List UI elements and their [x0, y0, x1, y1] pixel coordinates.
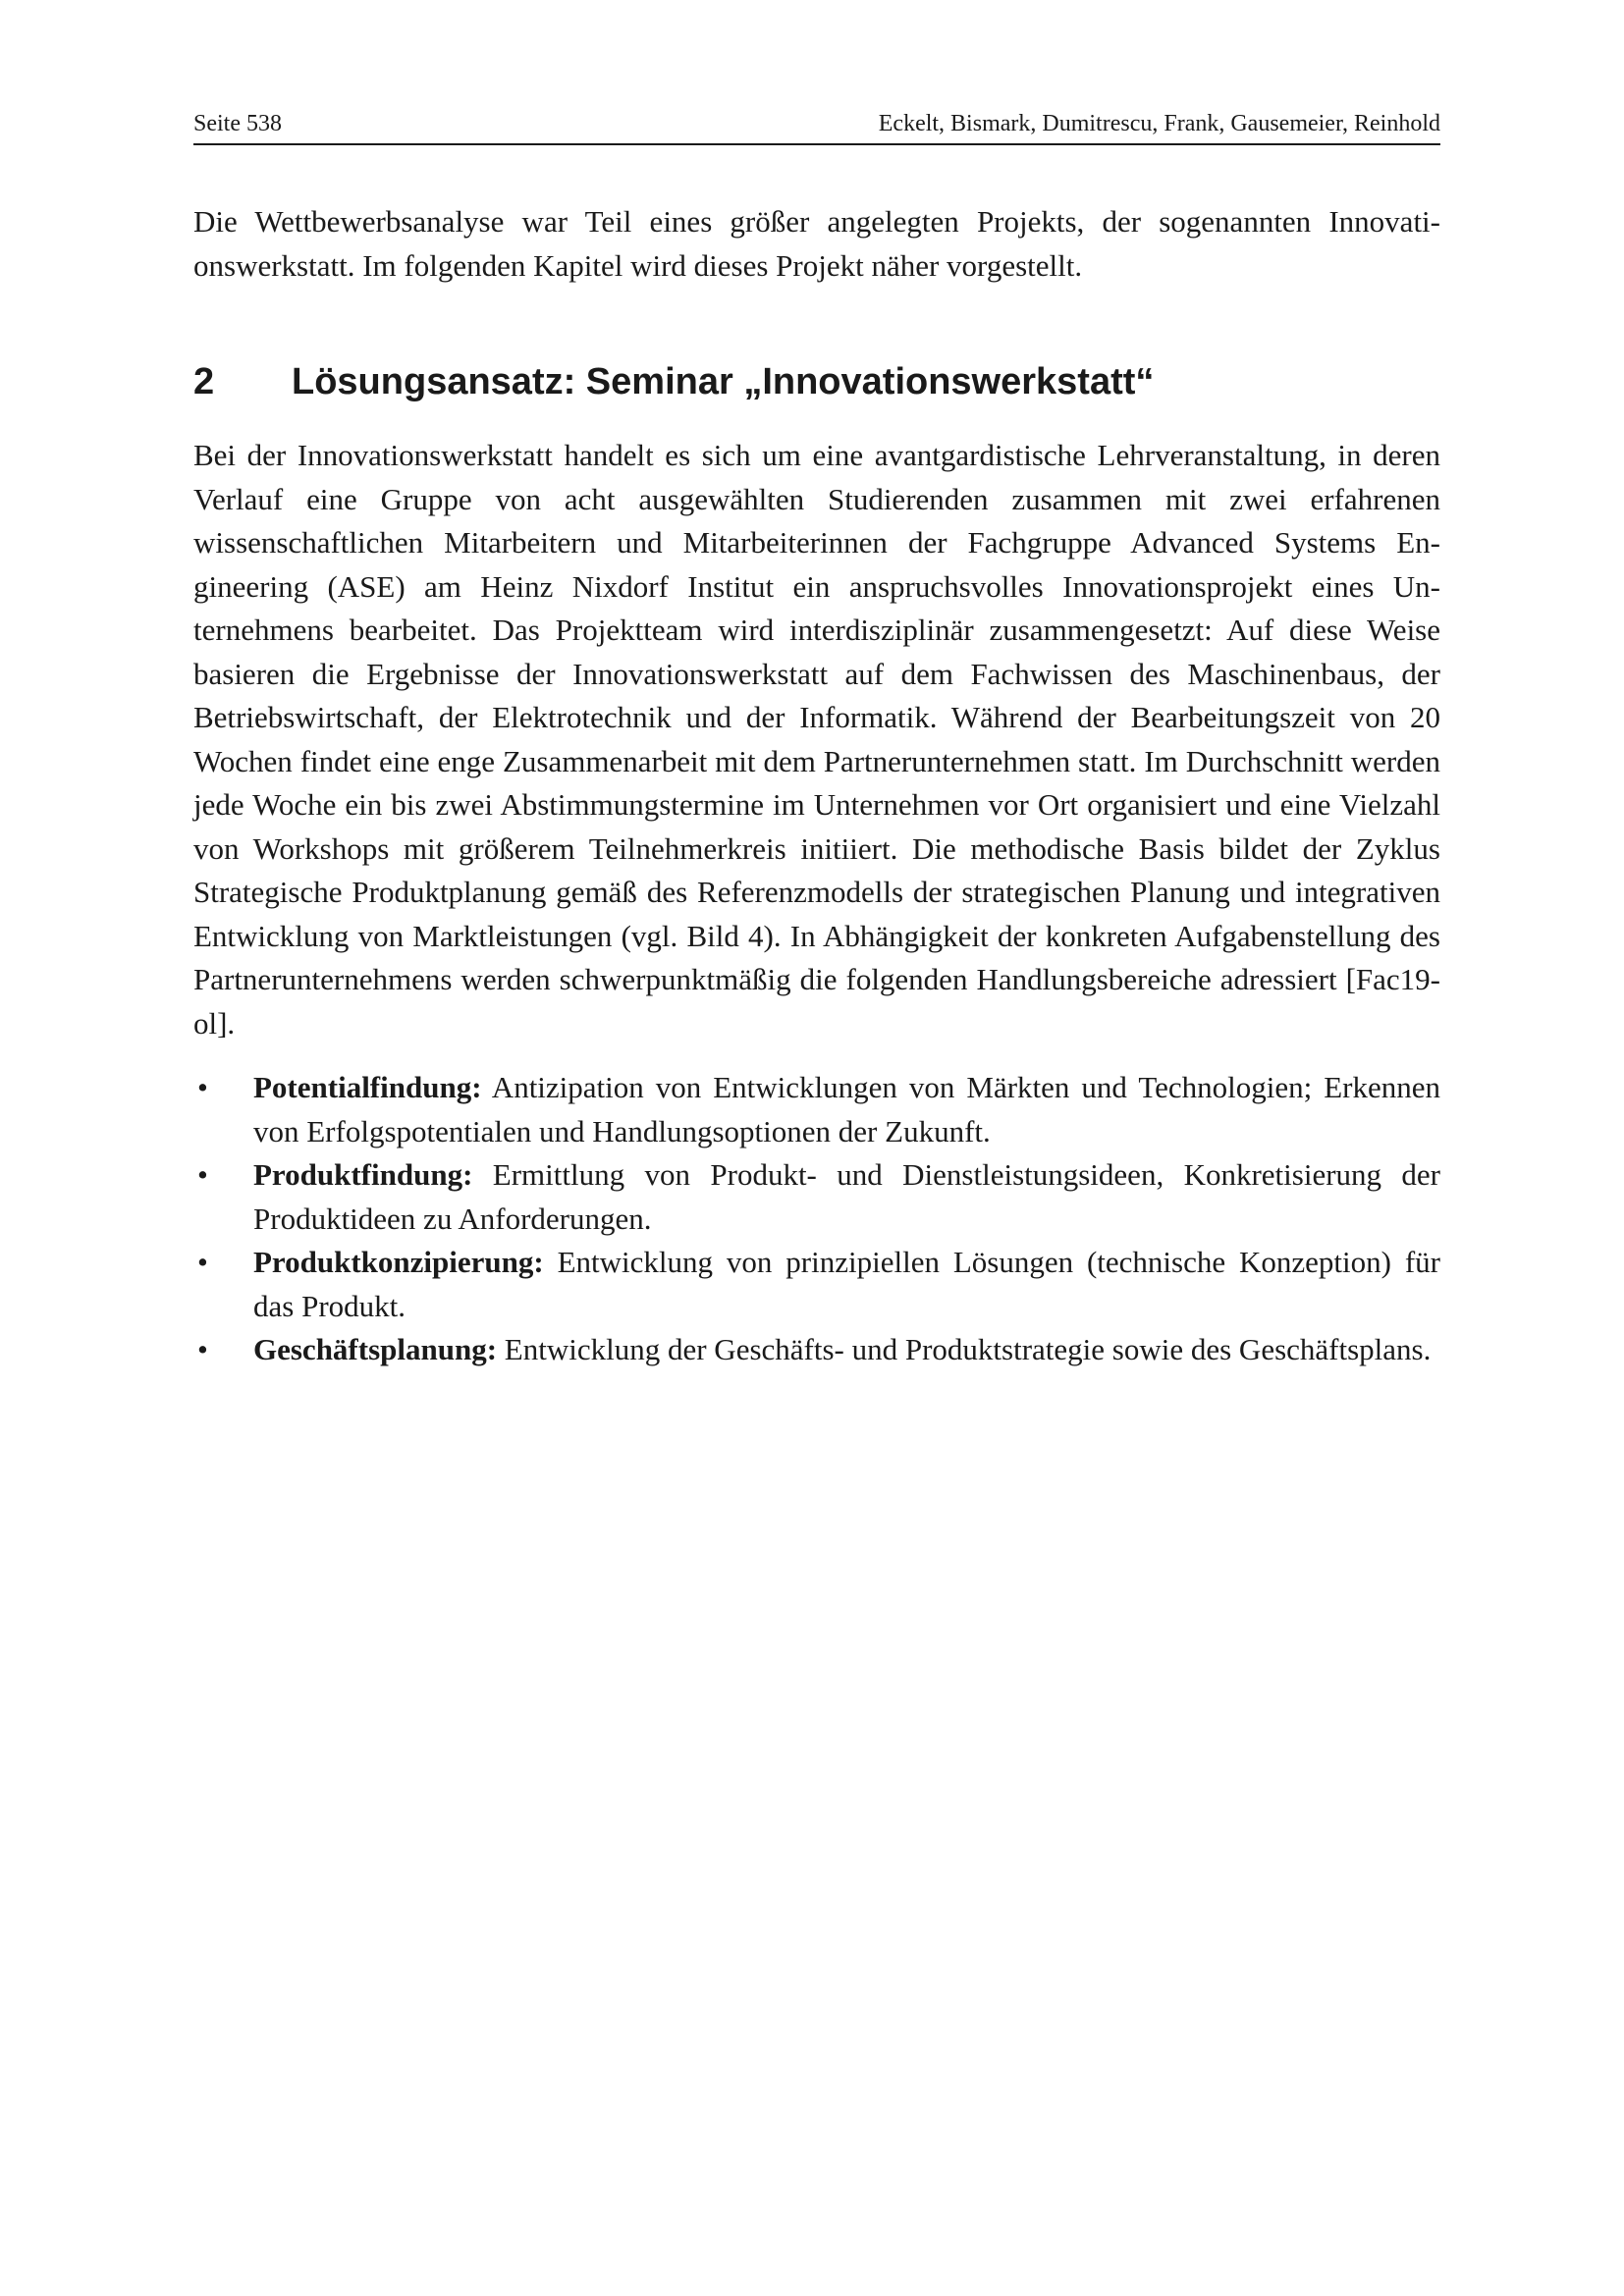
- bullet-text: Entwicklung von prinzipiellen Lösungen (technische Konzeption) für das Produkt.: [253, 1245, 1440, 1323]
- running-header: [193, 110, 1440, 145]
- bullet-marker: •: [197, 1332, 208, 1366]
- bullet-marker: •: [197, 1157, 208, 1192]
- list-item: [193, 1328, 1440, 1372]
- bullet-marker: •: [197, 1245, 208, 1279]
- bullet-term: Produktfindung:: [253, 1157, 473, 1192]
- bullet-list: [193, 1066, 1440, 1372]
- list-item: [193, 1241, 1440, 1328]
- list-item: [193, 1066, 1440, 1153]
- section-number: 2: [193, 361, 215, 402]
- bullet-marker: •: [197, 1070, 208, 1104]
- page-number: Seite 538: [193, 111, 282, 136]
- bullet-text: Antizipation von Entwicklungen von Märkten und Technologien; Erkennen von Erfolgspotentialen und Handlungsoptionen der Zukunft.: [253, 1070, 1440, 1148]
- author-list: Eckelt, Bismark, Dumitrescu, Frank, Gausemeier, Reinhold: [878, 111, 1440, 136]
- section-title: Lösungsansatz: Seminar „Innovationswerkstatt“: [292, 361, 1155, 402]
- bullet-term: Produktkonzipierung:: [253, 1245, 544, 1279]
- bullet-text: Ermittlung von Produkt- und Dienstleistungsideen, Konkretisierung der Produktideen zu Anforderungen.: [253, 1157, 1440, 1236]
- intro-paragraph: Die Wettbewerbsanalyse war Teil eines größer angelegten Projekts, der sogenannten Innovationswerkstatt. Im folgenden Kapitel wird dieses Projekt näher vorgestellt.: [193, 204, 1440, 283]
- bullet-text: Entwicklung der Geschäfts- und Produktstrategie sowie des Geschäftsplans.: [497, 1332, 1432, 1366]
- section-paragraph: Bei der Innovationswerkstatt handelt es sich um eine avantgardistische Lehrveranstaltung, in deren Verlauf eine Gruppe von acht ausgewählten Studierenden zusammen mit zwei erfahrenen wissenschaftlichen Mitarbeitern und Mitarbeiterinnen der Fachgruppe Advanced Systems Engineering (ASE) am Heinz Nixdorf Institut ein anspruchsvolles Innovationsprojekt eines Unternehmens bearbeitet. Das Projektteam wird interdisziplinär zusammengesetzt: Auf diese Weise basieren die Ergebnisse der Innovationswerkstatt auf dem Fachwissen des Maschinenbaus, der Betriebswirtschaft, der Elektrotechnik und der Informatik. Während der Bearbeitungszeit von 20 Wochen findet eine enge Zusammenarbeit mit dem Partnerunternehmen statt. Im Durchschnitt werden jede Woche ein bis zwei Abstimmungstermine im Unternehmen vor Ort organisiert und eine Vielzahl von Workshops mit größerem Teilnehmerkreis initiiert. Die methodische Basis bildet der Zyklus Strategische Produktplanung gemäß des Referenzmodells der strategischen Planung und integrativen Entwicklung von Marktleistungen (vgl. Bild 4). In Abhängigkeit der konkreten Aufgabenstellung des Partnerunternehmens werden schwerpunktmäßig die folgenden Handlungsbereiche adressiert [Fac19-ol].: [193, 438, 1440, 1041]
- bullet-term: Potentialfindung:: [253, 1070, 482, 1104]
- list-item: [193, 1153, 1440, 1241]
- bullet-term: Geschäftsplanung:: [253, 1332, 498, 1366]
- section-heading: [193, 359, 1440, 404]
